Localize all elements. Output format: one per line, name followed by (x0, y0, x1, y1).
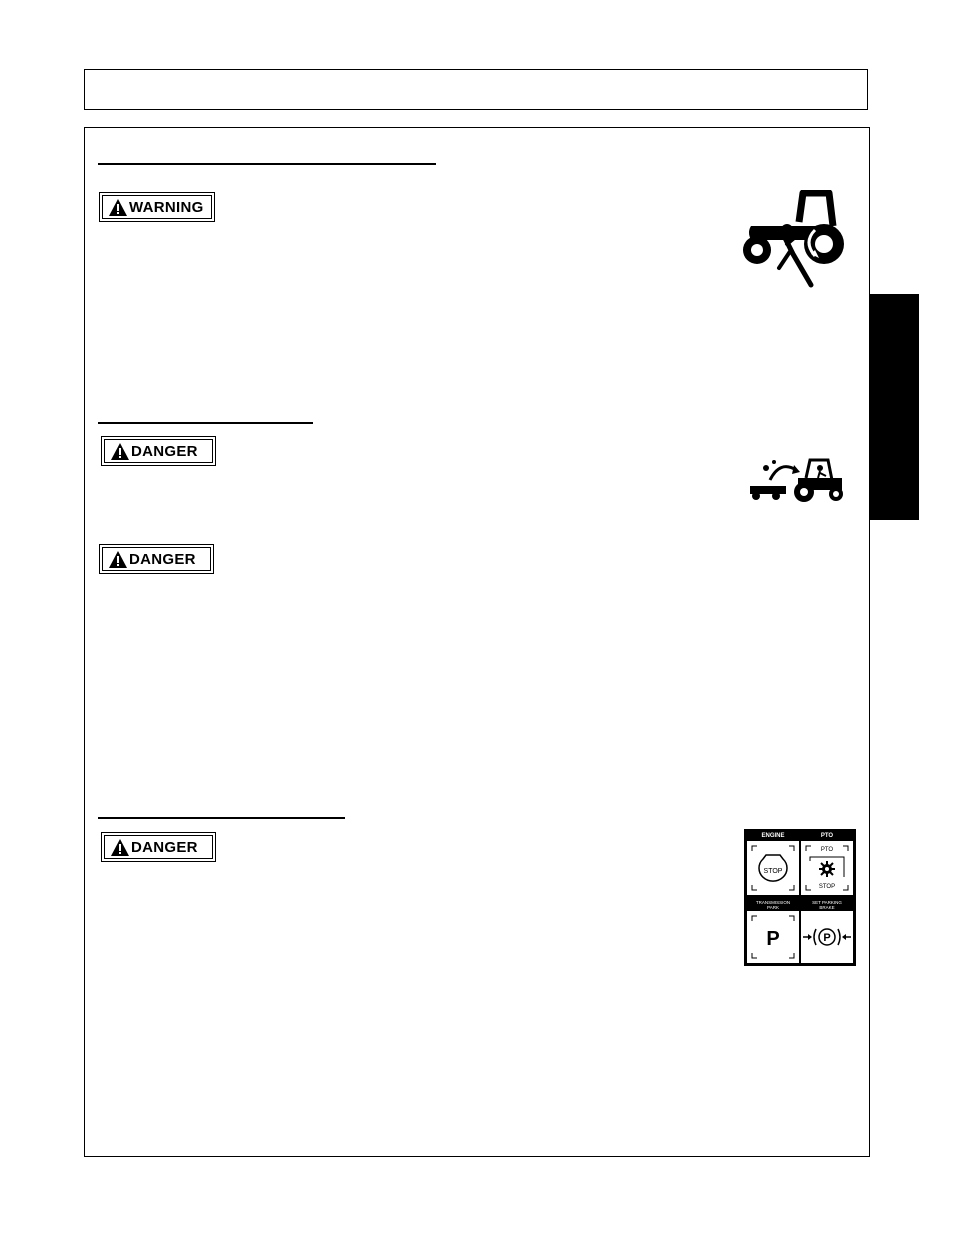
pto-stop-text: STOP (818, 884, 836, 890)
warning-triangle-icon (109, 199, 127, 216)
pto-inner-label: PTO (820, 847, 834, 853)
warning-triangle-icon (111, 839, 129, 856)
danger-signal-box (101, 436, 216, 466)
danger-signal-box (99, 544, 214, 574)
shutdown-procedure-panel (744, 829, 856, 966)
warning-triangle-icon (111, 443, 129, 460)
parking-brake-label-2: BRAKE (819, 905, 835, 910)
park-letter: P (766, 928, 780, 950)
section-heading-rule (98, 817, 345, 819)
warning-signal-box (99, 192, 215, 222)
signal-word: DANGER (131, 442, 198, 460)
signal-word: DANGER (129, 550, 196, 568)
pto-label: PTO (820, 833, 834, 839)
page-header-box (84, 69, 868, 110)
parking-brake-label: SET PARKING (812, 900, 842, 905)
tractor-runover-hazard-icon (741, 190, 847, 288)
danger-signal-box (101, 832, 216, 862)
warning-triangle-icon (109, 551, 127, 568)
transmission-park-label: PARK (767, 905, 779, 910)
signal-word: WARNING (129, 198, 204, 216)
signal-word: DANGER (131, 838, 198, 856)
transmission-label: TRANSMISSION (755, 900, 791, 905)
engine-label: ENGINE (761, 833, 785, 839)
section-heading-rule (98, 163, 436, 165)
section-side-tab (869, 294, 919, 520)
mower-thrown-object-icon (746, 456, 846, 504)
section-heading-rule (98, 422, 313, 424)
engine-stop-text: STOP (763, 868, 783, 875)
brake-letter: P (823, 932, 831, 944)
